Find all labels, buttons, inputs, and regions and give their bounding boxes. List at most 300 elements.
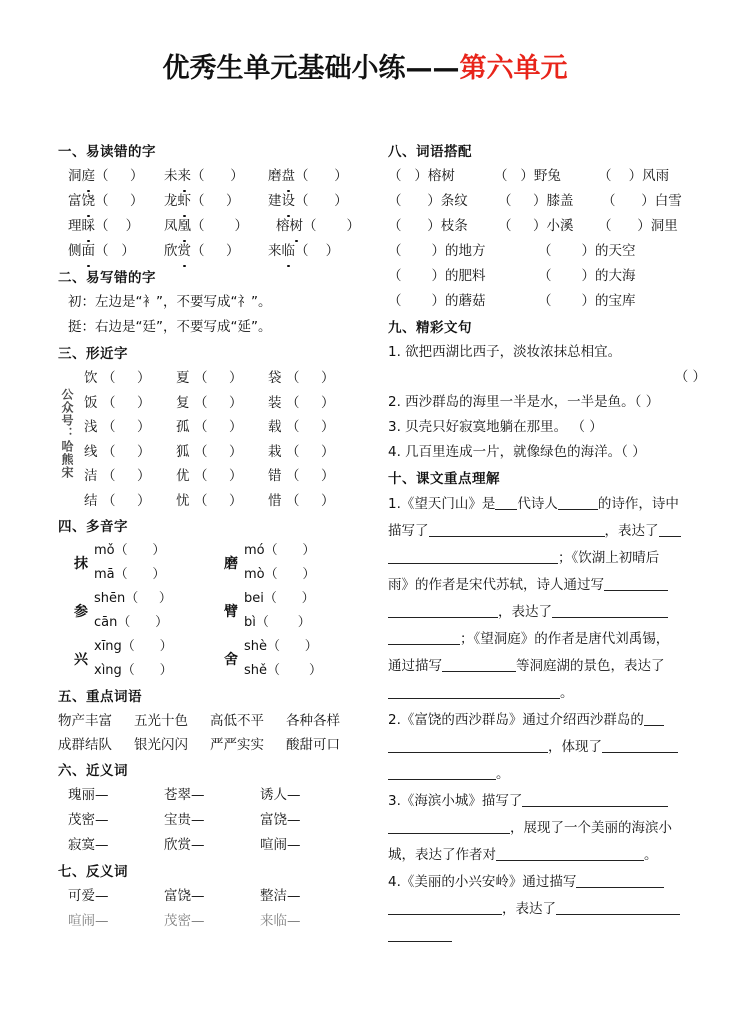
page-title-main: 优秀生单元基础小练——: [162, 53, 460, 84]
pinyin: shě: [244, 663, 268, 678]
similar-char-item: [268, 464, 360, 489]
reading-row: [58, 214, 368, 239]
collocation-item: [598, 214, 678, 239]
answer-paren[interactable]: （ ）: [102, 468, 151, 484]
char-label: 洁: [84, 468, 98, 484]
collocation-item: [388, 164, 494, 189]
collocation-word: 枝条: [440, 218, 468, 234]
pinyin: cān: [94, 615, 118, 630]
table-row: [68, 635, 368, 683]
word-char: 侧: [68, 243, 82, 259]
text: ；《望洞庭》的作者是唐代刘禹锡，: [460, 631, 670, 647]
table-row: [84, 440, 368, 465]
line: [388, 653, 706, 680]
text: 的诗作，诗中: [597, 496, 679, 512]
answer-paren[interactable]: （ ）: [191, 243, 240, 259]
collocation-item: [538, 264, 636, 289]
section-heading-7: 七、反义词: [58, 864, 128, 880]
comprehension-question-1: [388, 491, 706, 707]
synonym-item[interactable]: 喧闹—: [260, 837, 301, 853]
answer-paren[interactable]: （ ）: [303, 218, 361, 234]
table-row: [58, 709, 368, 733]
answer-paren[interactable]: （ ）: [191, 168, 244, 184]
section-heading-4: 四、多音字: [58, 519, 128, 535]
blank-line[interactable]: [388, 549, 558, 564]
blank-line[interactable]: [604, 576, 668, 591]
keyword-item: 银光闪闪: [134, 737, 188, 753]
char-label: 浅: [84, 419, 98, 435]
similar-char-item: [268, 366, 360, 391]
answer-paren[interactable]: （ ）: [95, 243, 135, 259]
answer-paren[interactable]: （ ）: [95, 168, 144, 184]
pinyin: mó: [244, 543, 265, 558]
char-label: 夏: [176, 370, 190, 386]
antonym-item[interactable]: 整洁—: [260, 888, 301, 904]
text: ，展现了一个美丽的海滨小: [510, 820, 672, 836]
text: 。: [496, 766, 510, 782]
text: ，体现了: [548, 739, 602, 755]
table-row: [58, 833, 368, 858]
reading-row: [58, 189, 368, 214]
char-label: 孤: [176, 419, 190, 435]
blank-line[interactable]: [556, 900, 680, 915]
similar-char-item: [268, 489, 360, 514]
line: [388, 761, 706, 788]
keyword-item: 高低不平: [210, 713, 264, 729]
char-label: 饮: [84, 370, 98, 386]
answer-paren[interactable]: （ ）: [194, 468, 243, 484]
similar-char-item: [84, 415, 176, 440]
pinyin: mò: [244, 567, 265, 582]
antonym-item[interactable]: 来临—: [260, 913, 301, 929]
blank-line[interactable]: [388, 900, 502, 915]
sentence-item: 1. 欲把西湖比西子，淡妆浓抹总相宜。: [388, 344, 622, 360]
polyphone-reading[interactable]: xīng（ ）: [94, 639, 173, 654]
reading-item: [276, 214, 360, 239]
collocation-word: 小溪: [546, 218, 574, 234]
collocation-item: [388, 239, 538, 264]
comprehension-question-4: [388, 869, 706, 950]
antonym-item[interactable]: 茂密—: [164, 913, 205, 929]
text: 雨》的作者是宋代苏轼，诗人通过写: [388, 577, 604, 593]
word-char-dotted: 盘: [282, 164, 296, 189]
answer-paren[interactable]: （ ）: [194, 394, 243, 411]
similar-char-item: [268, 415, 360, 440]
polyphone-reading[interactable]: shè（ ）: [244, 639, 318, 654]
blank-line[interactable]: [388, 819, 510, 834]
polyphone-reading[interactable]: mā（ ）: [94, 567, 166, 582]
char-label: 装: [268, 394, 282, 411]
similar-char-item: [176, 391, 268, 416]
word-char: 来: [268, 243, 282, 259]
word-char-dotted: 虾: [178, 189, 192, 214]
table-row: [388, 164, 706, 189]
watermark-text: 公众号：哈熊宋: [60, 388, 74, 479]
line: [388, 491, 706, 518]
polyphone-readings: [244, 587, 315, 635]
pinyin: shè: [244, 639, 268, 654]
blank-line[interactable]: [429, 522, 605, 537]
reading-item: [164, 189, 268, 214]
blank-line[interactable]: [659, 522, 681, 537]
similar-char-item: [176, 464, 268, 489]
similar-char-item: [176, 366, 268, 391]
pinyin: shēn: [94, 591, 126, 606]
line: [388, 545, 706, 572]
text: ，表达了: [604, 523, 659, 539]
word-char-dotted: 赏: [178, 239, 192, 264]
word-char: 凤: [164, 218, 178, 234]
similar-char-item: [84, 440, 176, 465]
answer-paren[interactable]: （ ）: [388, 218, 441, 234]
synonym-item[interactable]: 苍翠—: [164, 787, 205, 803]
collocation-word: 的地方: [445, 243, 486, 259]
text: 。: [560, 685, 574, 701]
similar-char-item: [84, 489, 176, 514]
writing-note: 挺：右边是“廷”，不要写成“延”。: [68, 319, 272, 335]
collocation-word: 的大海: [595, 268, 636, 284]
section-3-body: [58, 366, 368, 513]
page-title-unit: 第六单元: [459, 53, 568, 84]
polyphone-reading[interactable]: cān（ ）: [94, 615, 169, 630]
line: [388, 572, 706, 599]
answer-paren[interactable]: （ ）: [194, 419, 243, 435]
synonym-item[interactable]: 茂密—: [68, 812, 109, 828]
line: [388, 626, 706, 653]
char-label: 结: [84, 492, 98, 509]
text: 1.《望天门山》是: [388, 496, 496, 512]
sentence-item[interactable]: 3. 贝壳只好寂寞地躺在那里。 （ ）: [388, 419, 603, 435]
answer-paren[interactable]: （ ）: [388, 193, 441, 209]
char-label: 惜: [268, 492, 282, 509]
word-char: 建: [268, 193, 282, 209]
collocation-word: 条纹: [440, 193, 468, 209]
polyphone-reading[interactable]: xìng（ ）: [94, 663, 173, 678]
answer-paren[interactable]: （ ）: [102, 419, 151, 435]
polyphone-reading[interactable]: mó（ ）: [244, 543, 316, 558]
polyphone-reading[interactable]: shēn（ ）: [94, 591, 172, 606]
blank-line[interactable]: [522, 792, 668, 807]
reading-item: [268, 239, 339, 264]
line: [388, 869, 706, 896]
similar-char-item: [176, 489, 268, 514]
synonym-item[interactable]: 寂寞—: [68, 837, 109, 853]
keyword-item: 物产丰富: [58, 713, 112, 729]
collocation-item: [498, 189, 602, 214]
table-row: [84, 415, 368, 440]
text: 4.《美丽的小兴安岭》通过描写: [388, 874, 577, 890]
table-row: [84, 489, 368, 514]
blank-line[interactable]: [388, 630, 460, 645]
word-char-dotted: 睬: [82, 214, 96, 239]
table-row: [388, 289, 706, 314]
answer-paren[interactable]: （ ）: [286, 492, 335, 509]
keyword-item: 五光十色: [134, 713, 188, 729]
answer-paren[interactable]: （ ）: [102, 370, 151, 386]
answer-paren[interactable]: （ ）: [598, 218, 651, 234]
word-char-dotted: 庭: [82, 164, 96, 189]
reading-item: [164, 239, 268, 264]
blank-line[interactable]: [388, 684, 560, 699]
collocation-word: 的肥料: [445, 268, 486, 284]
answer-paren[interactable]: （ ）: [102, 443, 151, 460]
answer-paren[interactable]: （ ）: [194, 492, 243, 509]
polyphone-reading[interactable]: bì（ ）: [244, 615, 311, 630]
antonym-item[interactable]: 喧闹—: [68, 913, 109, 929]
word-char: 富: [68, 193, 82, 209]
text: 描写了: [388, 523, 429, 539]
char-label: 优: [176, 468, 190, 484]
sentence-item[interactable]: 4. 几百里连成一片，就像绿色的海洋。（ ）: [388, 444, 646, 460]
similar-char-item: [84, 464, 176, 489]
collocation-item: [388, 214, 498, 239]
text: 3.《海滨小城》描写了: [388, 793, 523, 809]
table-row: [58, 808, 368, 833]
collocation-item: [388, 289, 538, 314]
answer-paren[interactable]: （ ）: [295, 168, 348, 184]
reading-item: [164, 164, 268, 189]
collocation-word: 风雨: [642, 168, 670, 184]
comprehension-question-2: [388, 707, 706, 788]
similar-char-item: [84, 391, 176, 416]
text: 通过描写: [388, 658, 442, 674]
polyphone-group: [218, 539, 368, 587]
polyphone-reading[interactable]: mǒ（ ）: [94, 543, 166, 558]
pinyin: bì: [244, 615, 256, 630]
answer-paren[interactable]: （ ）: [286, 394, 335, 411]
blank-line[interactable]: [495, 495, 517, 510]
polyphone-readings: [94, 635, 173, 683]
text: 。: [644, 847, 658, 863]
answer-paren[interactable]: （ ）: [538, 293, 596, 309]
keyword-item: 成群结队: [58, 737, 112, 753]
polyphone-group: [218, 587, 368, 635]
answer-paren[interactable]: （ ）: [388, 293, 446, 309]
answer-paren[interactable]: （ ）: [538, 268, 596, 284]
keyword-item: 各种各样: [286, 713, 340, 729]
blank-line[interactable]: [442, 657, 516, 672]
char-label: 载: [268, 419, 282, 435]
word-char-dotted: 凰: [178, 214, 192, 239]
reading-item: [164, 214, 276, 239]
answer-paren[interactable]: （ ）: [286, 443, 335, 460]
polyphone-group: [218, 635, 368, 683]
answer-paren[interactable]: （ ）: [95, 193, 144, 209]
collocation-word: 的宝库: [595, 293, 636, 309]
right-column: [388, 138, 706, 950]
answer-paren[interactable]: （ ）: [191, 218, 249, 234]
polyphone-char: 舍: [224, 652, 238, 668]
polyphone-readings: [94, 539, 165, 587]
line: [388, 599, 706, 626]
pinyin: xìng: [94, 663, 122, 678]
polyphone-char: 参: [74, 604, 88, 620]
table-row: [388, 214, 706, 239]
word-char-dotted: 临: [282, 239, 296, 264]
page-title: [163, 46, 568, 85]
line: [388, 518, 706, 545]
word-char-dotted: 来: [178, 164, 192, 189]
word-char-dotted: 设: [282, 189, 296, 214]
line: [388, 734, 706, 761]
sentence-item[interactable]: 2. 西沙群岛的海里一半是水，一半是鱼。（ ）: [388, 394, 660, 410]
similar-chars-grid: [84, 366, 368, 513]
pinyin: xīng: [94, 639, 122, 654]
section-heading-9: 九、精彩文句: [388, 320, 472, 336]
left-column: [58, 138, 368, 934]
section-heading-10: 十、课文重点理解: [388, 471, 500, 487]
answer-paren[interactable]: （ ）: [194, 443, 243, 460]
similar-char-item: [176, 440, 268, 465]
sentence-answer-paren[interactable]: （ ）: [674, 369, 706, 385]
page-title-wrap: [0, 0, 730, 91]
text: 2.《富饶的西沙群岛》通过介绍西沙群岛的: [388, 712, 644, 728]
collocation-word: 野兔: [533, 168, 561, 184]
answer-paren[interactable]: （ ）: [194, 370, 243, 386]
collocation-item: [498, 214, 598, 239]
polyphone-char: 抹: [74, 556, 88, 572]
text: 代诗人: [517, 496, 558, 512]
polyphone-reading[interactable]: mò（ ）: [244, 567, 316, 582]
answer-paren[interactable]: （ ）: [295, 193, 348, 209]
collocation-item: [494, 164, 598, 189]
synonym-item[interactable]: 诱人—: [260, 787, 301, 803]
answer-paren[interactable]: （ ）: [538, 243, 596, 259]
collocation-word: 膝盖: [546, 193, 574, 209]
word-char: 榕: [276, 218, 290, 234]
reading-item: [68, 189, 164, 214]
blank-line[interactable]: [388, 603, 498, 618]
keyword-item: 酸甜可口: [286, 737, 340, 753]
polyphone-readings: [244, 539, 315, 587]
answer-paren[interactable]: （ ）: [388, 243, 446, 259]
reading-item: [68, 214, 164, 239]
answer-paren[interactable]: （ ）: [388, 268, 446, 284]
answer-paren[interactable]: （ ）: [286, 419, 335, 435]
char-label: 饭: [84, 394, 98, 411]
blank-line[interactable]: [388, 738, 548, 753]
antonym-item[interactable]: 富饶—: [164, 888, 205, 904]
blank-line[interactable]: [388, 765, 496, 780]
table-row: [84, 366, 368, 391]
text: ，表达了: [502, 901, 556, 917]
comprehension-question-3: [388, 788, 706, 869]
answer-paren[interactable]: （ ）: [498, 218, 547, 234]
table-row: [388, 239, 706, 264]
synonym-item[interactable]: 宝贵—: [164, 812, 205, 828]
answer-paren[interactable]: （ ）: [498, 193, 547, 209]
polyphone-reading[interactable]: bei（ ）: [244, 591, 315, 606]
collocation-item: [602, 189, 682, 214]
answer-paren[interactable]: （ ）: [102, 394, 151, 411]
section-heading-6: 六、近义词: [58, 763, 128, 779]
line: [388, 788, 706, 815]
section-heading-8: 八、词语搭配: [388, 144, 472, 160]
similar-char-item: [268, 440, 360, 465]
reading-item: [68, 164, 164, 189]
table-row: [58, 733, 368, 757]
section-1-body: [58, 164, 368, 264]
polyphone-group: [68, 635, 218, 683]
polyphone-char: 臂: [224, 604, 238, 620]
blank-line[interactable]: [552, 603, 668, 618]
text: 城，表达了作者对: [388, 847, 496, 863]
table-row: [388, 189, 706, 214]
table-row: [58, 884, 368, 909]
word-char-dotted: 面: [82, 239, 96, 264]
section-heading-1: 一、易读错的字: [58, 144, 156, 160]
answer-paren[interactable]: （ ）: [388, 168, 428, 184]
answer-paren[interactable]: （ ）: [102, 492, 151, 509]
answer-paren[interactable]: （ ）: [494, 168, 534, 184]
answer-paren[interactable]: （ ）: [602, 193, 655, 209]
answer-paren[interactable]: （ ）: [598, 168, 643, 184]
word-char: 洞: [68, 168, 82, 184]
polyphone-reading[interactable]: shě（ ）: [244, 663, 322, 678]
char-label: 忧: [176, 492, 190, 509]
table-row: [58, 783, 368, 808]
line: [388, 707, 706, 734]
synonym-item[interactable]: 欣赏—: [164, 837, 205, 853]
synonym-item[interactable]: 瑰丽—: [68, 787, 109, 803]
similar-char-item: [84, 366, 176, 391]
blank-line[interactable]: [388, 927, 452, 942]
char-label: 栽: [268, 443, 282, 460]
answer-paren[interactable]: （ ）: [191, 193, 240, 209]
polyphone-readings: [244, 635, 322, 683]
antonym-item[interactable]: 可爱—: [68, 888, 109, 904]
collocation-word: 洞里: [650, 218, 678, 234]
table-row: [84, 464, 368, 489]
reading-row: [58, 164, 368, 189]
word-char: 欣: [164, 243, 178, 259]
reading-item: [268, 189, 348, 214]
similar-char-item: [176, 415, 268, 440]
pinyin: bei: [244, 591, 264, 606]
polyphone-readings: [94, 587, 172, 635]
answer-paren[interactable]: （ ）: [295, 243, 340, 259]
char-label: 线: [84, 443, 98, 460]
blank-line[interactable]: [602, 738, 678, 753]
collocation-word: 白雪: [654, 193, 682, 209]
char-label: 袋: [268, 370, 282, 386]
collocation-word: 的天空: [595, 243, 636, 259]
similar-char-item: [268, 391, 360, 416]
collocation-item: [598, 164, 669, 189]
pinyin: mā: [94, 567, 115, 582]
answer-paren[interactable]: （ ）: [286, 468, 335, 484]
blank-line[interactable]: [576, 873, 664, 888]
blank-line[interactable]: [644, 711, 664, 726]
char-label: 错: [268, 468, 282, 484]
polyphone-char: 兴: [74, 652, 88, 668]
reading-item: [68, 239, 164, 264]
answer-paren[interactable]: （ ）: [95, 218, 140, 234]
collocation-item: [538, 289, 636, 314]
word-char: 理: [68, 218, 82, 234]
blank-line[interactable]: [558, 495, 598, 510]
polyphone-grid: [58, 539, 368, 683]
collocation-item: [388, 189, 498, 214]
word-char: 龙: [164, 193, 178, 209]
polyphone-group: [68, 587, 218, 635]
answer-paren[interactable]: （ ）: [286, 370, 335, 386]
line: [388, 815, 706, 842]
blank-line[interactable]: [496, 846, 644, 861]
line: [388, 896, 706, 923]
line: [388, 680, 706, 707]
synonym-item[interactable]: 富饶—: [260, 812, 301, 828]
